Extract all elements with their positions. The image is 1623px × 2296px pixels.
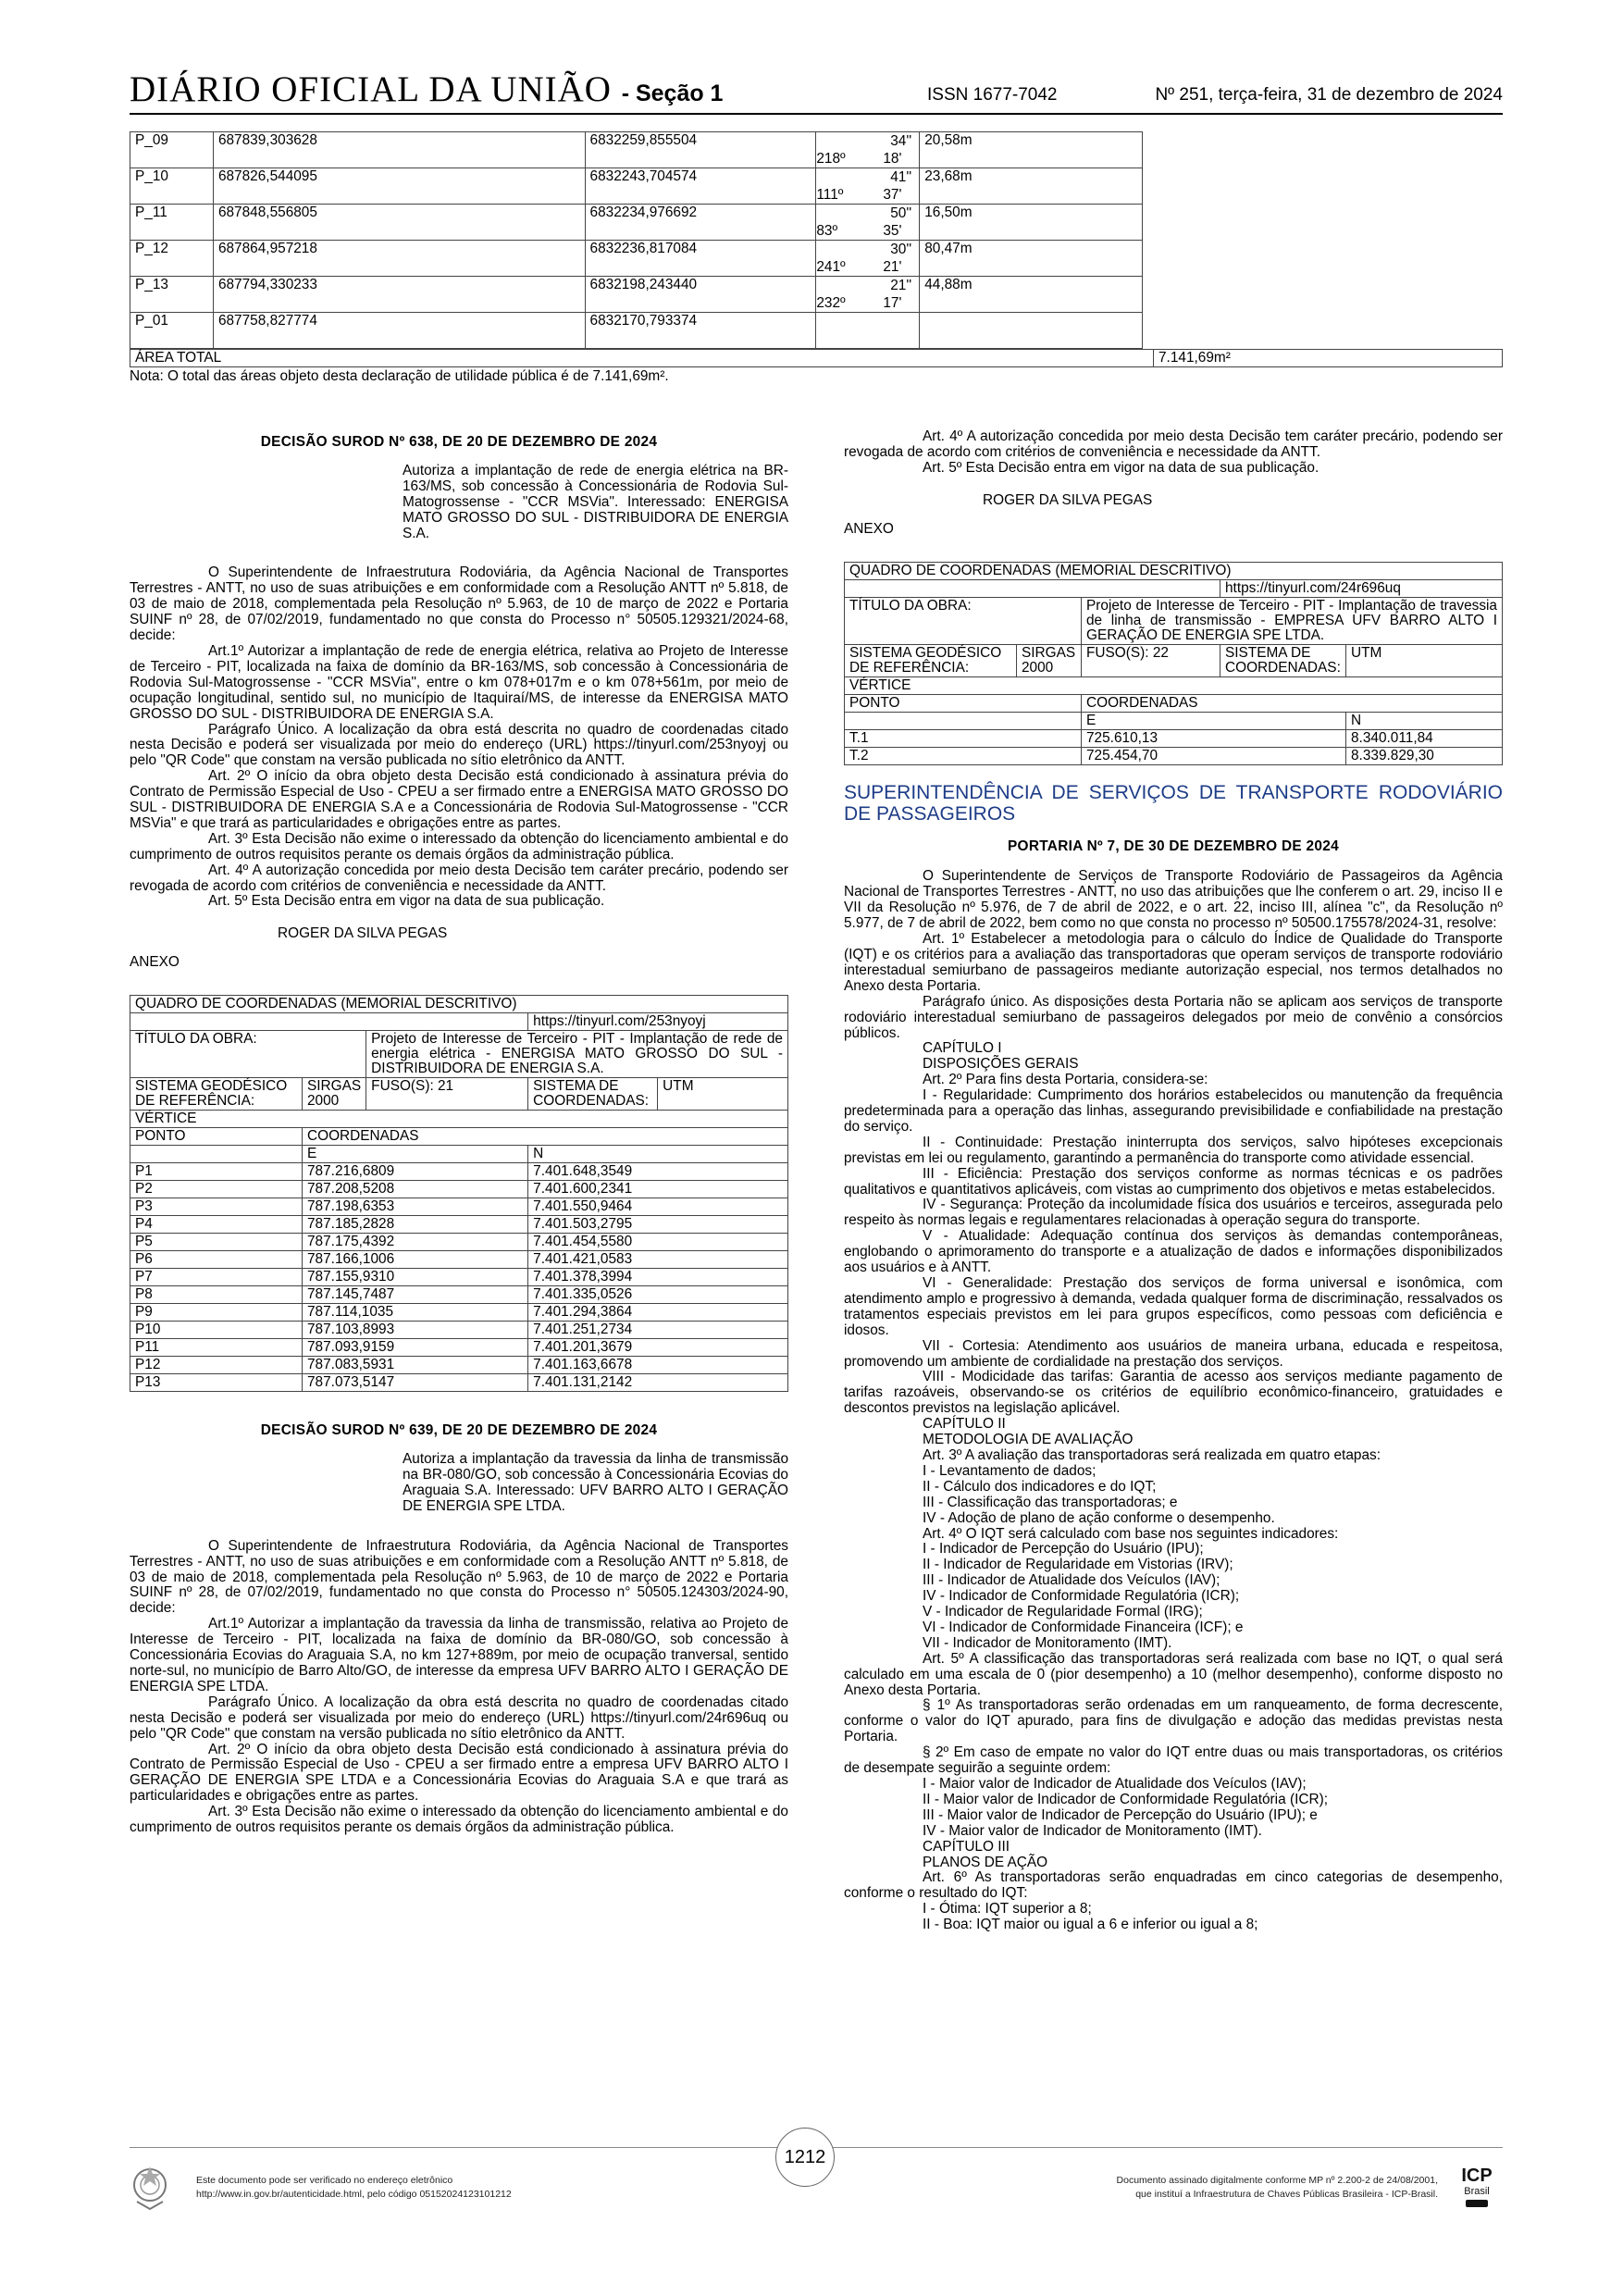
decision-639-art4: Art. 4º A autorização concedida por meio desta Decisão tem caráter precário, podendo ser revogada de acordo com critérios de conveniência e necessidade da ANTT.: [844, 428, 1503, 460]
portaria-line: V - Indicador de Regularidade Formal (IRG);: [923, 1604, 1203, 1620]
north-cell: 6832234,976692: [585, 205, 816, 241]
section-title: SUPERINTENDÊNCIA DE SERVIÇOS DE TRANSPORTE RODOVIÁRIO DE PASSAGEIROS: [844, 781, 1503, 825]
decision-638-coordinates-table: [130, 995, 788, 1392]
portaria-line: V - Atualidade: Adequação contínua dos serviços às demandas contemporâneas, englobando o aprimoramento do transporte e a atualização de dados e informações disponibilizados aos usuários e à ANTT.: [844, 1228, 1503, 1276]
table-row: [130, 1216, 788, 1234]
portaria-line: I - Indicador de Percepção do Usuário (IPU);: [923, 1541, 1204, 1558]
coat-of-arms-icon: [130, 2161, 170, 2213]
angle-cell: [816, 168, 920, 205]
portaria-body: [844, 869, 1503, 1933]
table-row: [130, 1269, 788, 1286]
icp-brasil-logo: [1451, 2161, 1503, 2213]
page-header: [130, 65, 1503, 115]
distance-cell: 16,50m: [920, 205, 1143, 241]
portaria-line: O Superintendente de Serviços de Transporte Rodoviário de Passageiros da Agência Nacional de Transportes Terrestres - ANTT, no uso das atribuições que lhe conferem o art. 29, inciso II e VII da Resolução nº 5.976, de 7 de abril de 2022, e o art. 22, inciso III, alínea "c", da Resolução nº 5.977, de 7 de abril de 2022, bem como no que consta no processo nº 50500.175578/2024-31, resolve:: [844, 868, 1503, 932]
verification-note: [196, 2174, 512, 2202]
east-cell: 787.083,5931: [303, 1357, 528, 1374]
point-cell: P3: [130, 1198, 303, 1216]
angle-seconds: 41'': [890, 169, 912, 185]
table-row: [130, 1322, 788, 1339]
decision-639-art3: Art. 3º Esta Decisão não exime o interessado da obtenção do licenciamento ambiental e do cumprimento de outros requisitos perante os demais órgãos da administração pública.: [130, 1804, 788, 1836]
top-coordinates-table: [130, 131, 1143, 349]
distance-cell: 44,88m: [920, 277, 1143, 313]
east-cell: 725.610,13: [1082, 729, 1346, 747]
north-cell: 7.401.378,3994: [528, 1269, 788, 1286]
north-cell: 7.401.421,0583: [528, 1251, 788, 1269]
q638-obra-value: Projeto de Interesse de Terceiro - PIT - Implantação de rede de energia elétrica - ENERGISA MATO GROSSO DO SUL - DISTRIBUIDORA DE ENERGIA S.A.: [366, 1031, 788, 1078]
east-cell: 687794,330233: [213, 277, 585, 313]
east-cell: 787.185,2828: [303, 1216, 528, 1234]
q639-sc-value: UTM: [1346, 644, 1503, 676]
table-row: [845, 747, 1503, 764]
portaria-line: VIII - Modicidade das tarifas: Garantia de acesso aos serviços mediante pagamento de tarifas razoáveis, observando-se os critérios de equilíbrio econômico-financeiro, gratuidades e descontos previstos na legislação aplicável.: [844, 1369, 1503, 1417]
portaria-line: III - Classificação das transportadoras; e: [923, 1494, 1178, 1510]
north-cell: 7.401.600,2341: [528, 1181, 788, 1198]
decision-638-paragraph: Parágrafo Único. A localização da obra está descrita no quadro de coordenadas citado nesta Decisão e poderá ser visualizada por meio do endereço (URL) https://tinyurl.com/253nyoyj ou pelo "QR Code" que constam na versão publicada no sítio eletrônico da ANTT.: [130, 721, 788, 769]
east-cell: 725.454,70: [1082, 747, 1346, 764]
angle-degrees: 232º: [816, 295, 846, 311]
point-cell: P1: [130, 1163, 303, 1181]
area-total-table: [130, 349, 1503, 367]
point-cell: P8: [130, 1286, 303, 1304]
portaria-line: I - Regularidade: Cumprimento dos horários estabelecidos ou manutenção da frequência predeterminada para a operação das linhas, assegurando previsibilidade e confiabilidade na prestação do serviço.: [844, 1087, 1503, 1135]
east-cell: 787.073,5147: [303, 1374, 528, 1392]
decision-638-art5: Art. 5º Esta Decisão entra em vigor na data de sua publicação.: [208, 893, 605, 910]
table-row: [130, 1357, 788, 1374]
distance-cell: 80,47m: [920, 241, 1143, 277]
north-cell: 7.401.335,0526: [528, 1286, 788, 1304]
q639-n-header: N: [1346, 712, 1503, 729]
east-cell: 787.198,6353: [303, 1198, 528, 1216]
portaria-line: VI - Indicador de Conformidade Financeira (ICF); e: [923, 1619, 1244, 1635]
section-label: - Seção 1: [621, 81, 724, 106]
q639-obra-label: TÍTULO DA OBRA:: [845, 597, 1082, 644]
angle-degrees: 218º: [816, 151, 846, 167]
q638-blank2: [130, 1146, 303, 1163]
decision-638-art3: Art. 3º Esta Decisão não exime o interessado da obtenção do licenciamento ambiental e do cumprimento de outros requisitos perante os demais órgãos da administração pública.: [130, 830, 788, 863]
decision-639-title: DECISÃO SUROD Nº 639, DE 20 DE DEZEMBRO DE 2024: [260, 1422, 658, 1439]
issn: ISSN 1677-7042: [927, 85, 1058, 105]
portaria-line: § 1º As transportadoras serão ordenadas em um ranqueamento, de forma decrescente, conforme o valor do IQT apurado, para fins de divulgação e adoção das medidas previstas nesta Portaria.: [844, 1697, 1503, 1745]
angle-degrees: 241º: [816, 259, 846, 275]
page-number: 1212: [775, 2128, 835, 2187]
portaria-line: IV - Adoção de plano de ação conforme o desempenho.: [923, 1509, 1275, 1526]
q639-fuso: FUSO(S): 22: [1082, 644, 1220, 676]
q638-title: QUADRO DE COORDENADAS (MEMORIAL DESCRITIVO): [130, 996, 788, 1013]
q639-sgr-label: SISTEMA GEODÉSICO DE REFERÊNCIA:: [845, 644, 1017, 676]
table-row: [130, 1374, 788, 1392]
east-cell: 787.114,1035: [303, 1304, 528, 1322]
distance-cell: 23,68m: [920, 168, 1143, 205]
north-cell: 7.401.454,5580: [528, 1234, 788, 1251]
north-cell: 7.401.163,6678: [528, 1357, 788, 1374]
q638-vertice: VÉRTICE: [130, 1111, 788, 1128]
portaria-line: II - Continuidade: Prestação ininterrupta dos serviços, salvo hipóteses excepcionais previstas em lei ou regulamento, garantindo a permanência do transporte como atividade essencial.: [844, 1134, 1503, 1166]
page-footer: [130, 2147, 1503, 2240]
angle-minutes: 35': [883, 223, 902, 239]
portaria-line: I - Levantamento de dados;: [923, 1462, 1096, 1479]
north-cell: 6832236,817084: [585, 241, 816, 277]
portaria-line: III - Eficiência: Prestação dos serviços conforme as normas técnicas e os padrões qualitativos e quantitativos aplicáveis, com vistas ao cumprimento dos objetivos e metas estabelecidos.: [844, 1165, 1503, 1198]
angle-seconds: 50'': [890, 205, 912, 221]
portaria-line: Art. 5º A classificação das transportadoras será realizada com base no IQT, o qual será calculado em uma escala de 0 (pior desempenho) a 10 (melhor desempenho), conforme disposto no Anexo desta Portaria.: [844, 1650, 1503, 1698]
decision-638-summary: Autoriza a implantação de rede de energia elétrica na BR-163/MS, sob concessão à Concessionária de Rodovia Sul-Matogrossense - "CCR MSVia". Interessado: ENERGISA MATO GROSSO DO SUL - DISTRIBUIDORA DE ENERGIA S.A.: [403, 462, 788, 541]
decision-638-art2: Art. 2º O início da obra objeto desta Decisão está condicionado à assinatura prévia do Contrato de Permissão Especial de Uso - CPEU a ser firmado entre a ENERGISA MATO GROSSO DO SUL - DISTRIBUIDORA DE ENERGIA S.A e a Concessionária de Rodovia Sul-Matogrossense - "CCR MSVia" e que trará as particularidades e obrigações entre as partes.: [130, 768, 788, 831]
table-row: [130, 1339, 788, 1357]
top-coordinates-block: [130, 131, 1503, 385]
east-cell: 787.093,9159: [303, 1339, 528, 1357]
angle-cell: [816, 205, 920, 241]
point-cell: P_11: [130, 205, 214, 241]
point-cell: P11: [130, 1339, 303, 1357]
point-cell: P_12: [130, 241, 214, 277]
q639-vertice: VÉRTICE: [845, 676, 1503, 694]
portaria-line: VII - Cortesia: Atendimento aos usuários de maneira urbana, educada e respeitosa, promovendo um ambiente de cordialidade na prestação dos serviços.: [844, 1337, 1503, 1370]
east-cell: 687848,556805: [213, 205, 585, 241]
portaria-line: IV - Maior valor de Indicador de Monitoramento (IMT).: [923, 1822, 1262, 1839]
q638-sc-label: SISTEMA DE COORDENADAS:: [528, 1078, 658, 1111]
portaria-line: Parágrafo único. As disposições desta Portaria não se aplicam aos serviços de transporte rodoviário interestadual semiurbano de passageiros delegados por meio de convênio a consórcios públicos.: [844, 993, 1503, 1041]
portaria-line: I - Ótima: IQT superior a 8;: [923, 1901, 1092, 1917]
east-cell: 787.155,9310: [303, 1269, 528, 1286]
angle-minutes: 21': [883, 259, 902, 275]
portaria-line: II - Indicador de Regularidade em Vistorias (IRV);: [923, 1557, 1233, 1573]
point-cell: P_13: [130, 277, 214, 313]
q639-sc-label: SISTEMA DE COORDENADAS:: [1220, 644, 1346, 676]
table-row: [130, 1251, 788, 1269]
table-row: [130, 1234, 788, 1251]
q638-obra-label: TÍTULO DA OBRA:: [130, 1031, 366, 1078]
digital-signature-note: [1117, 2174, 1438, 2202]
newspaper-title: [130, 68, 723, 110]
portaria-line: IV - Segurança: Proteção da incolumidade física dos usuários e terceiros, assegurada pelo respeito às normas legais e regulamentares relacionadas à operação segura do transporte.: [844, 1197, 1503, 1229]
portaria-line: Art. 3º A avaliação das transportadoras será realizada em quatro etapas:: [923, 1446, 1381, 1463]
decision-639-annex-label: ANEXO: [844, 520, 894, 537]
north-cell: 7.401.648,3549: [528, 1163, 788, 1181]
q639-url: https://tinyurl.com/24r696uq: [1220, 579, 1503, 597]
signature-line-2: que instituí a Infraestrutura de Chaves Públicas Brasileira - ICP-Brasil.: [1135, 2189, 1438, 2200]
north-cell: 7.401.294,3864: [528, 1304, 788, 1322]
point-cell: P6: [130, 1251, 303, 1269]
angle-seconds: 34'': [890, 133, 912, 149]
left-column: [130, 435, 788, 1836]
north-cell: 7.401.131,2142: [528, 1374, 788, 1392]
point-cell: T.1: [845, 729, 1082, 747]
portaria-line: II - Boa: IQT maior ou igual a 6 e inferior ou igual a 8;: [923, 1917, 1258, 1933]
east-cell: 787.103,8993: [303, 1322, 528, 1339]
angle-cell: [816, 277, 920, 313]
icp-logo-text: ICP: [1461, 2166, 1493, 2186]
east-cell: 787.216,6809: [303, 1163, 528, 1181]
angle-cell: [816, 313, 920, 349]
north-cell: 8.340.011,84: [1346, 729, 1503, 747]
q638-coord: COORDENADAS: [303, 1128, 788, 1146]
table-row: [130, 277, 1143, 313]
q639-ponto: PONTO: [845, 694, 1082, 712]
point-cell: P_10: [130, 168, 214, 205]
point-cell: P9: [130, 1304, 303, 1322]
east-cell: 687758,827774: [213, 313, 585, 349]
table-row: [130, 1304, 788, 1322]
portaria-line: III - Maior valor de Indicador de Percepção do Usuário (IPU); e: [923, 1806, 1318, 1823]
point-cell: P5: [130, 1234, 303, 1251]
q639-title: QUADRO DE COORDENADAS (MEMORIAL DESCRITIVO): [845, 562, 1503, 579]
verification-line-1: Este documento pode ser verificado no endereço eletrônico: [196, 2175, 453, 2186]
point-cell: P2: [130, 1181, 303, 1198]
north-cell: 6832259,855504: [585, 132, 816, 168]
q639-obra-value: Projeto de Interesse de Terceiro - PIT - Implantação de travessia de linha de transmissão - EMPRESA UFV BARRO ALTO I GERAÇÃO DE ENERGIA SPE LTDA.: [1082, 597, 1503, 644]
east-cell: 687839,303628: [213, 132, 585, 168]
decision-638-annex-label: ANEXO: [130, 954, 180, 971]
decision-639-coordinates-table: [844, 562, 1503, 765]
portaria-line: Art. 6º As transportadoras serão enquadradas em cinco categorias de desempenho, conforme o resultado do IQT:: [844, 1869, 1503, 1902]
q639-e-header: E: [1082, 712, 1346, 729]
portaria-line: CAPÍTULO I: [923, 1040, 1002, 1057]
decision-639-paragraph: Parágrafo Único. A localização da obra está descrita no quadro de coordenadas citado nesta Decisão e poderá ser visualizada por meio do endereço (URL) https://tinyurl.com/24r696uq ou pelo "QR Code" que constam na versão publicada no sítio eletrônico da ANTT.: [130, 1694, 788, 1742]
east-cell: 787.145,7487: [303, 1286, 528, 1304]
portaria-line: Art. 4º O IQT será calculado com base nos seguintes indicadores:: [923, 1525, 1339, 1542]
portaria-line: Art. 1º Estabelecer a metodologia para o cálculo do Índice de Qualidade do Transporte (IQT) e os critérios para a avaliação das transportadoras que operam serviços de transporte rodoviário interestadual semiurbano de passageiros mediante autorização especial, nos termos detalhados no Anexo desta Portaria.: [844, 931, 1503, 994]
portaria-line: IV - Indicador de Conformidade Regulatória (ICR);: [923, 1588, 1240, 1605]
table-row: [130, 1286, 788, 1304]
decision-638-preamble: O Superintendente de Infraestrutura Rodoviária, da Agência Nacional de Transportes Terrestres - ANTT, no uso de suas atribuições e em conformidade com a Resolução ANTT nº 5.818, de 03 de maio de 2018, complementada pela Resolução nº 5.963, de 10 de março de 2022 e Portaria SUINF nº 28, de 07/02/2019, fundamentado no que consta do Processo n° 50505.129321/2024-68, decide:: [130, 565, 788, 644]
point-cell: P12: [130, 1357, 303, 1374]
angle-cell: [816, 132, 920, 168]
area-total-label: ÁREA TOTAL: [130, 350, 1154, 367]
portaria-line: VII - Indicador de Monitoramento (IMT).: [923, 1634, 1172, 1651]
q639-sgr-value: SIRGAS 2000: [1017, 644, 1082, 676]
icp-logo-subtext: Brasil: [1464, 2186, 1490, 2197]
table-row: [130, 1181, 788, 1198]
portaria-title: PORTARIA Nº 7, DE 30 DE DEZEMBRO DE 2024: [1007, 838, 1339, 854]
area-total-value: 7.141,69m²: [1154, 350, 1503, 367]
table-row: [130, 241, 1143, 277]
north-cell: 7.401.251,2734: [528, 1322, 788, 1339]
right-column: [844, 429, 1503, 1933]
portaria-line: § 2º Em caso de empate no valor do IQT entre duas ou mais transportadoras, os critérios de desempate seguirão a seguinte ordem:: [844, 1744, 1503, 1777]
portaria-line: II - Maior valor de Indicador de Conformidade Regulatória (ICR);: [923, 1791, 1328, 1807]
q639-blank: [845, 579, 1220, 597]
portaria-line: III - Indicador de Atualidade dos Veículos (IAV);: [923, 1572, 1220, 1589]
table-row: [130, 168, 1143, 205]
east-cell: 787.175,4392: [303, 1234, 528, 1251]
distance-cell: [920, 313, 1143, 349]
table-row: [130, 132, 1143, 168]
q638-sgr-value: SIRGAS 2000: [303, 1078, 366, 1111]
q638-fuso: FUSO(S): 21: [366, 1078, 528, 1111]
angle-seconds: 21'': [890, 278, 912, 293]
verification-line-2: http://www.in.gov.br/autenticidade.html, pelo código 05152024123101212: [196, 2189, 512, 2200]
portaria-line: METODOLOGIA DE AVALIAÇÃO: [923, 1432, 1134, 1448]
portaria-line: DISPOSIÇÕES GERAIS: [923, 1056, 1079, 1073]
distance-cell: 20,58m: [920, 132, 1143, 168]
angle-seconds: 30'': [890, 242, 912, 257]
point-cell: P_09: [130, 132, 214, 168]
area-note: Nota: O total das áreas objeto desta declaração de utilidade pública é de 7.141,69m².: [130, 368, 669, 384]
north-cell: 7.401.503,2795: [528, 1216, 788, 1234]
point-cell: T.2: [845, 747, 1082, 764]
q638-ponto: PONTO: [130, 1128, 303, 1146]
q638-sgr-label: SISTEMA GEODÉSICO DE REFERÊNCIA:: [130, 1078, 303, 1111]
decision-639-preamble: O Superintendente de Infraestrutura Rodoviária, da Agência Nacional de Transportes Terrestres - ANTT, no uso de suas atribuições e em conformidade com a Resolução ANTT nº 5.818, de 03 de maio de 2018, complementada pela Resolução nº 5.963, de 10 de março de 2022 e Portaria SUINF nº 28, de 07/02/2019, fundamentado no que consta do Processo n° 50505.124303/2024-90, decide:: [130, 1537, 788, 1617]
east-cell: 787.208,5208: [303, 1181, 528, 1198]
decision-638-signer: ROGER DA SILVA PEGAS: [278, 925, 448, 942]
angle-degrees: 83º: [816, 223, 838, 239]
point-cell: P_01: [130, 313, 214, 349]
q638-sc-value: UTM: [658, 1078, 788, 1111]
portaria-line: VI - Generalidade: Prestação dos serviços de forma universal e isonômica, com atendimento amplo e progressivo à demanda, vedada qualquer forma de discriminação, ressalvados os tratamentos especiais previstos em lei para grupos específicos, como pessoas com deficiência e idosos.: [844, 1275, 1503, 1338]
east-cell: 687826,544095: [213, 168, 585, 205]
q638-e-header: E: [303, 1146, 528, 1163]
angle-minutes: 17': [883, 295, 902, 311]
north-cell: 8.339.829,30: [1346, 747, 1503, 764]
portaria-line: Art. 2º Para fins desta Portaria, considera-se:: [923, 1072, 1208, 1088]
point-cell: P4: [130, 1216, 303, 1234]
portaria-line: II - Cálculo dos indicadores e do IQT;: [923, 1478, 1157, 1495]
east-cell: 687864,957218: [213, 241, 585, 277]
decision-638-title: DECISÃO SUROD Nº 638, DE 20 DE DEZEMBRO DE 2024: [260, 434, 658, 450]
decision-639-art1: Art.1º Autorizar a implantação da travessia da linha de transmissão, relativa ao Projeto de Interesse de Terceiro - PIT, localizada na faixa de domínio da BR-080/GO, sob concessão à Concessionária Ecovias do Araguaia S.A, no km 127+889m, por meio de ocupação tranversal, sentido norte-sul, no município de Barro Alto/GO, de interesse da empresa UFV BARRO ALTO I GERAÇÃO DE ENERGIA SPE LTDA.: [130, 1616, 788, 1694]
east-cell: 787.166,1006: [303, 1251, 528, 1269]
north-cell: 7.401.550,9464: [528, 1198, 788, 1216]
q638-n-header: N: [528, 1146, 788, 1163]
title-text: DIÁRIO OFICIAL DA UNIÃO: [130, 69, 612, 109]
north-cell: 6832198,243440: [585, 277, 816, 313]
table-row: [130, 1198, 788, 1216]
angle-minutes: 18': [883, 151, 902, 167]
angle-cell: [816, 241, 920, 277]
decision-638-art4: Art. 4º A autorização concedida por meio desta Decisão tem caráter precário, podendo ser revogada de acordo com critérios de conveniência e necessidade da ANTT.: [130, 862, 788, 894]
portaria-line: CAPÍTULO III: [923, 1838, 1010, 1855]
table-row: [845, 729, 1503, 747]
portaria-line: I - Maior valor de Indicador de Atualidade dos Veículos (IAV);: [923, 1776, 1307, 1792]
q638-url: https://tinyurl.com/253nyoyj: [528, 1013, 788, 1031]
signature-line-1: Documento assinado digitalmente conforme MP nº 2.200-2 de 24/08/2001,: [1116, 2175, 1438, 2186]
point-cell: P7: [130, 1269, 303, 1286]
issue-number: Nº 251, terça-feira, 31 de dezembro de 2024: [1155, 85, 1503, 105]
north-cell: 6832243,704574: [585, 168, 816, 205]
table-row: [130, 205, 1143, 241]
decision-639-art2: Art. 2º O início da obra objeto desta Decisão está condicionado à assinatura prévia do Contrato de Permissão Especial de Uso - CPEU a ser firmado entre a empresa UFV BARRO ALTO I GERAÇÃO DE ENERGIA SPE LTDA e a Concessionária Ecovias do Araguaia S.A e que trará as particularidades e obrigações entre as partes.: [130, 1741, 788, 1805]
portaria-line: PLANOS DE AÇÃO: [923, 1854, 1048, 1870]
table-row: [130, 313, 1143, 349]
decision-639-signer: ROGER DA SILVA PEGAS: [983, 491, 1153, 508]
angle-degrees: 111º: [816, 187, 844, 203]
point-cell: P10: [130, 1322, 303, 1339]
decision-639-art5: Art. 5º Esta Decisão entra em vigor na data de sua publicação.: [923, 459, 1319, 476]
table-row: [130, 1163, 788, 1181]
angle-minutes: 37': [883, 187, 902, 203]
north-cell: 6832170,793374: [585, 313, 816, 349]
decision-639-summary: Autoriza a implantação da travessia da linha de transmissão na BR-080/GO, sob concessão à Concessionária Ecovias do Araguaia S.A. Interessado: UFV BARRO ALTO I GERAÇÃO DE ENERGIA SPE LTDA.: [403, 1451, 788, 1514]
q638-blank: [130, 1013, 528, 1031]
north-cell: 7.401.201,3679: [528, 1339, 788, 1357]
portaria-line: CAPÍTULO II: [923, 1416, 1006, 1433]
q639-blank2: [845, 712, 1082, 729]
q639-coord: COORDENADAS: [1082, 694, 1503, 712]
point-cell: P13: [130, 1374, 303, 1392]
decision-638-art1: Art.1º Autorizar a implantação de rede de energia elétrica, relativa ao Projeto de Interesse de Terceiro - PIT, localizada na faixa de domínio da BR-163/MS, sob concessão à Concessionária de Rodovia Sul-Matogrossense - "CCR MSVia", entre o km 078+017m e o km 078+561m, por meio de ocupação longitudinal, sentido sul, no município de Itaquiraí/MS, de interesse da ENERGISA MATO GROSSO DO SUL - DISTRIBUIDORA DE ENERGIA S.A.: [130, 642, 788, 722]
